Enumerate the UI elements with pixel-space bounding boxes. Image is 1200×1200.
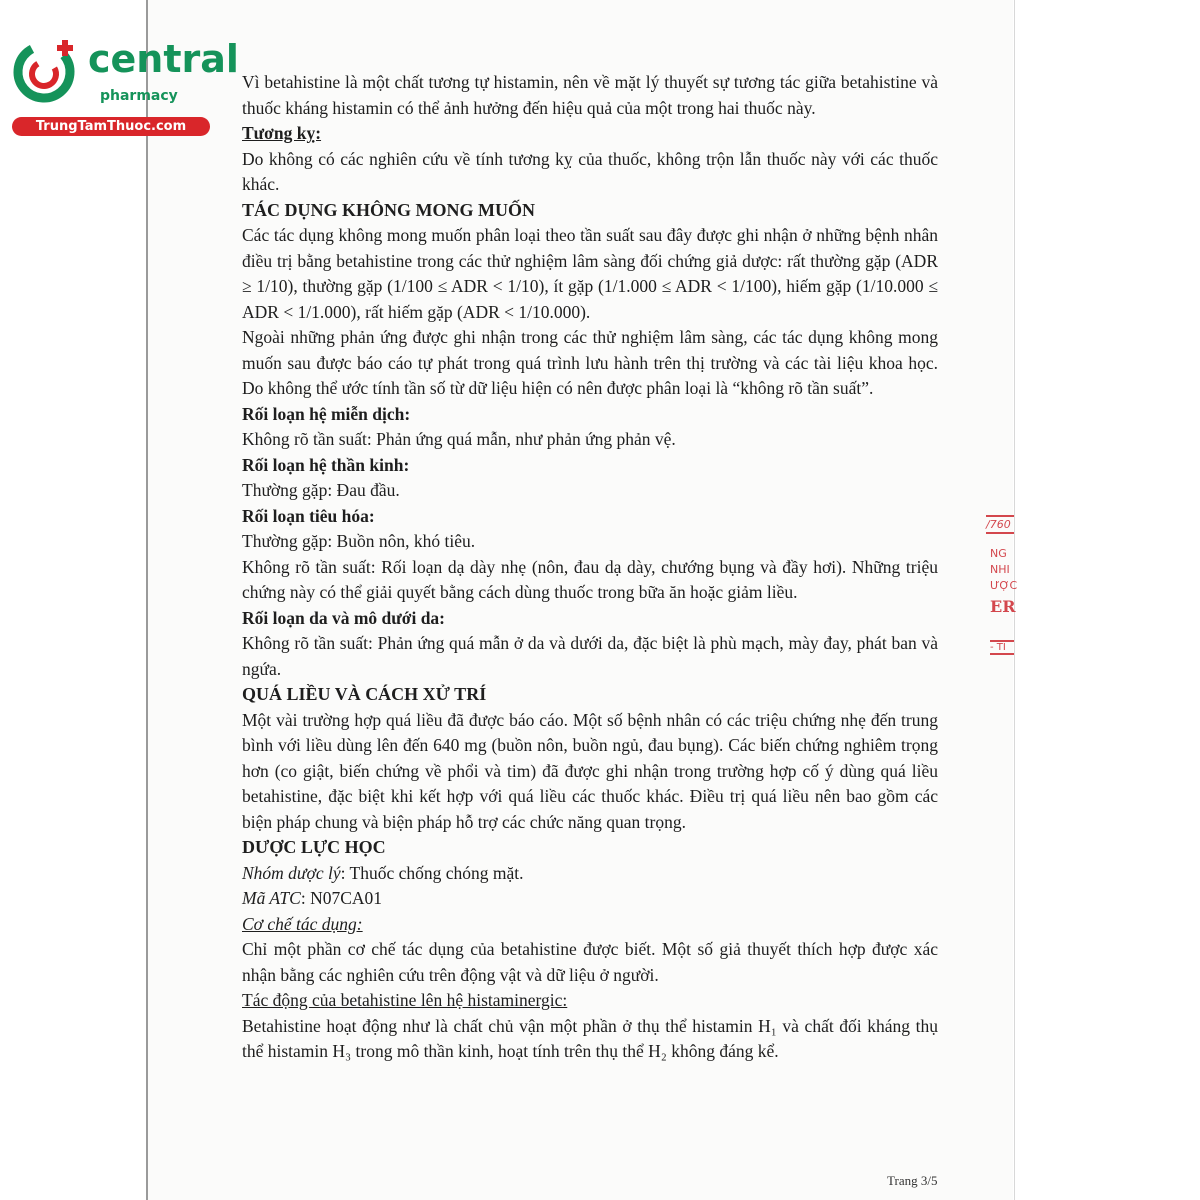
paragraph-postmarketing: Ngoài những phản ứng được ghi nhận trong các thử nghiệm lâm sàng, các tác dụng không mong muốn sau được báo cáo tự phát trong quá trình lưu hành trên thị trường và các tài liệu khoa học. Do không thể ước tính tần số từ dữ liệu hiện có nên được phân loại là “không rõ tần suất”. <box>242 327 938 398</box>
right-margin <box>1014 0 1200 1200</box>
heading-digestive: Rối loạn tiêu hóa: <box>242 505 375 526</box>
logo-name: central <box>88 37 239 81</box>
document-content <box>242 70 938 1065</box>
paragraph-interaction: Vì betahistine là một chất tương tự histamin, nên về mặt lý thuyết sự tương tác giữa betahistine và thuốc kháng histamin có thể ảnh hưởng đến hiệu quả của một trong hai thuốc này. <box>242 72 938 118</box>
value-atc-code: : N07CA01 <box>300 888 383 908</box>
paragraph-incompatibility: Do không có các nghiên cứu về tính tương kỵ của thuốc, không trộn lẫn thuốc này với các thuốc khác. <box>242 148 938 194</box>
left-margin <box>0 0 148 1200</box>
paragraph-immune: Không rõ tần suất: Phản ứng quá mẫn, như phản ứng phản vệ. <box>242 429 676 449</box>
heading-adverse-effects: TÁC DỤNG KHÔNG MONG MUỐN <box>242 199 535 220</box>
value-pharmacologic-group: : Thuốc chống chóng mặt. <box>340 862 524 883</box>
heading-mechanism: Cơ chế tác dụng: <box>242 913 363 934</box>
line-atc-code <box>242 886 938 912</box>
stamp-fragment-3: NHI <box>990 563 1010 576</box>
heading-nervous: Rối loạn hệ thần kinh: <box>242 454 410 475</box>
paragraph-skin: Không rõ tần suất: Phản ứng quá mẫn ở da và dưới da, đặc biệt là phù mạch, mày đay, phát ban và ngứa. <box>242 633 938 679</box>
paragraph-digestive-unknown: Không rõ tần suất: Rối loạn dạ dày nhẹ (nôn, đau dạ dày, chướng bụng và đầy hơi). Những triệu chứng này có thể giải quyết bằng cách dùng thuốc trong bữa ăn hoặc giảm liều. <box>242 556 938 602</box>
paragraph-overdose: Một vài trường hợp quá liều đã được báo cáo. Một số bệnh nhân có các triệu chứng nhẹ đến trung bình với liều dùng lên đến 640 mg (buồn nôn, buồn ngủ, đau bụng). Các biến chứng nghiêm trọng hơn (co giật, biến chứng về phổi và tim) đã được ghi nhận trong trường hợp cố ý dùng quá liều betahistine, đặc biệt khi kết hợp với quá liều các thuốc khác. Điều trị quá liều nên bao gồm các biện pháp chung và biện pháp hỗ trợ các chức năng quan trọng. <box>242 709 938 832</box>
label-pharmacologic-group: Nhóm dược lý <box>242 862 341 883</box>
line-pharmacologic-group <box>242 861 938 887</box>
paragraph-histaminergic: Betahistine hoạt động như là chất chủ vận một phần ở thụ thể histamin H₁ và chất đối kháng thụ thể histamin H₃ trong mô thần kinh, hoạt tính trên thụ thể H₂ không đáng kể. <box>242 1015 938 1061</box>
central-pharmacy-logo[interactable] <box>10 36 239 136</box>
label-atc-code: Mã ATC <box>242 888 301 908</box>
stamp-fragment-2: NG <box>990 547 1007 560</box>
heading-histaminergic: Tác động của betahistine lên hệ histaminergic: <box>242 990 568 1010</box>
paragraph-frequency: Các tác dụng không mong muốn phân loại theo tần suất sau đây được ghi nhận ở những bệnh nhân điều trị bằng betahistine trong các thử nghiệm lâm sàng đối chứng giả dược: rất thường gặp (ADR ≥ 1/10), thường gặp (1/100 ≤ ADR < 1/10), ít gặp (1/1.000 ≤ ADR < 1/100), hiếm gặp (1/10.000 ≤ ADR < 1/1.000), rất hiếm gặp (ADR < 1/10.000). <box>242 225 938 322</box>
page-number: Trang 3/5 <box>887 1173 938 1188</box>
heading-pharmacodynamics: DƯỢC LỰC HỌC <box>242 837 386 857</box>
paragraph-digestive-common: Thường gặp: Buồn nôn, khó tiêu. <box>242 531 476 551</box>
paragraph-nervous: Thường gặp: Đau đầu. <box>242 480 400 500</box>
heading-tuong-ky: Tương kỵ: <box>242 123 322 143</box>
heading-immune: Rối loạn hệ miễn dịch: <box>242 403 411 424</box>
logo-subtitle: pharmacy <box>100 88 178 104</box>
paragraph-mechanism: Chỉ một phần cơ chế tác dụng của betahistine được biết. Một số giả thuyết thích hợp được xác nhận bằng các nghiên cứu trên động vật và dữ liệu ở người. <box>242 939 938 985</box>
stamp-fragment-1: /760 <box>986 515 1014 534</box>
heading-overdose: QUÁ LIỀU VÀ CÁCH XỬ TRÍ <box>242 684 487 704</box>
stamp-fragment-6: - TI <box>990 640 1014 655</box>
stamp-fragment-5: ER <box>990 597 1016 616</box>
stamp-fragment-4: ƯỢC <box>990 579 1018 592</box>
pharmacy-logo-icon <box>10 36 82 108</box>
logo-url[interactable]: TrungTamThuoc.com <box>12 117 210 136</box>
heading-skin: Rối loạn da và mô dưới da: <box>242 607 446 628</box>
